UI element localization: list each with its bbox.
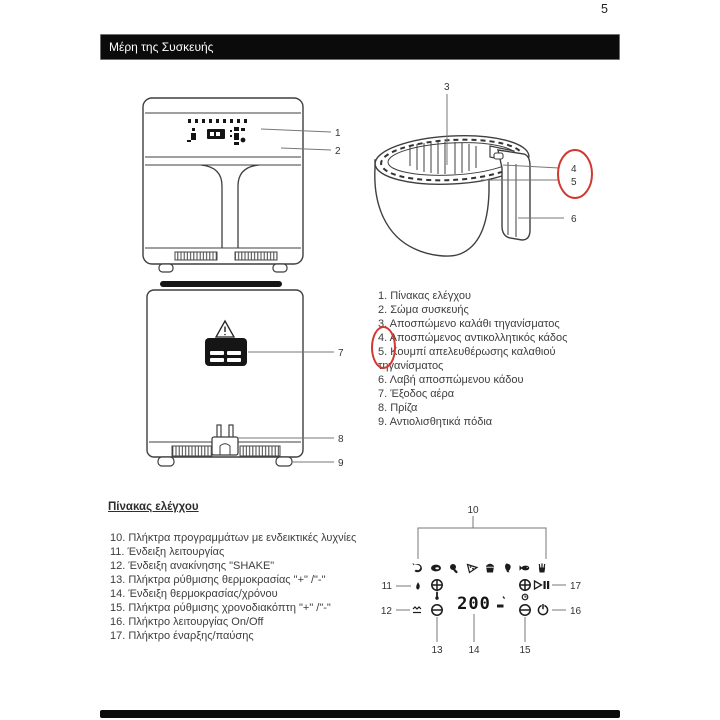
callout-13: 13 bbox=[431, 645, 443, 656]
timer-minus-button bbox=[520, 605, 530, 615]
section-title: Μέρη της Συσκευής bbox=[109, 40, 214, 54]
shake-indicator-icon bbox=[413, 607, 421, 613]
panel-list-item: 12. Ένδειξη ανακίνησης "SHAKE" bbox=[110, 560, 275, 572]
foot bbox=[159, 264, 173, 272]
parts-list bbox=[378, 289, 708, 429]
foot bbox=[158, 457, 174, 466]
shrimp-icon bbox=[413, 563, 422, 572]
callout-7: 7 bbox=[338, 348, 344, 359]
release-button bbox=[494, 153, 503, 159]
panel-list-item: 15. Πλήκτρα ρύθμισης χρονοδιακόπτη "+" /"-" bbox=[110, 602, 331, 614]
parts-list-item: 6. Λαβή αποσπώμενου κάδου bbox=[378, 374, 524, 386]
cake-icon bbox=[486, 564, 494, 573]
callout-2: 2 bbox=[335, 146, 341, 157]
parts-list-item: 1. Πίνακας ελέγχου bbox=[378, 290, 471, 302]
parts-list-item: 4. Αποσπώμενος αντικολλητικός κάδος bbox=[378, 332, 568, 344]
timer-plus-button bbox=[520, 580, 530, 590]
page-number: 5 bbox=[601, 2, 608, 16]
parts-list-item: 3. Αποσπώμενο καλάθι τηγανίσματος bbox=[378, 318, 560, 330]
basket-figure bbox=[360, 80, 600, 265]
footer-bar bbox=[100, 710, 620, 718]
back-view-figure bbox=[130, 278, 360, 473]
panel-list-item: 13. Πλήκτρα ρύθμισης θερμοκρασίας "+" /"-" bbox=[110, 574, 326, 586]
foot bbox=[273, 264, 287, 272]
callout-16: 16 bbox=[570, 606, 582, 617]
parts-list-item: 2. Σώμα συσκευής bbox=[378, 304, 469, 316]
degree-mark-icon bbox=[503, 597, 505, 599]
base-vent bbox=[172, 446, 212, 456]
callout-5: 5 bbox=[571, 177, 577, 188]
front-view-figure bbox=[135, 88, 350, 283]
panel-list-item: 17. Πλήκτρο έναρξης/παύσης bbox=[110, 630, 254, 642]
control-panel-heading: Πίνακας ελέγχου bbox=[108, 501, 199, 513]
minus-mark-icon bbox=[497, 605, 504, 608]
base-vent bbox=[240, 446, 280, 456]
parts-list-item: 9. Αντιολισθητικά πόδια bbox=[378, 416, 493, 428]
air-outlet-vent bbox=[205, 338, 247, 366]
callout-8: 8 bbox=[338, 434, 344, 445]
callout-11: 11 bbox=[381, 581, 392, 592]
callout-3: 3 bbox=[444, 82, 450, 93]
thermometer-icon bbox=[435, 592, 438, 599]
panel-list-item: 14. Ένδειξη θερμοκρασίας/χρόνου bbox=[110, 588, 278, 600]
section-header-bar bbox=[100, 34, 620, 60]
fish-icon bbox=[520, 565, 530, 570]
power-button bbox=[538, 604, 547, 615]
temperature-display: 200 bbox=[457, 594, 491, 614]
callout-6: 6 bbox=[571, 214, 577, 225]
panel-list-item: 11. Ένδειξη λειτουργίας bbox=[110, 546, 225, 558]
callout-15: 15 bbox=[519, 645, 531, 656]
start-pause-button bbox=[535, 581, 550, 589]
panel-list-item: 16. Πλήκτρο λειτουργίας On/Off bbox=[110, 616, 264, 628]
pizza-icon bbox=[468, 565, 478, 573]
callout-4: 4 bbox=[571, 164, 577, 175]
power-indicator-icon bbox=[416, 582, 420, 589]
callout-14: 14 bbox=[468, 645, 480, 656]
chicken-leg-icon bbox=[450, 564, 458, 574]
callout-12: 12 bbox=[380, 606, 392, 617]
foot bbox=[276, 457, 292, 466]
callout-9: 9 bbox=[338, 458, 344, 469]
temp-plus-button bbox=[432, 580, 442, 590]
temp-minus-button bbox=[432, 605, 442, 615]
base-vent bbox=[175, 252, 217, 260]
body-outline bbox=[147, 290, 303, 457]
callout-17: 17 bbox=[570, 581, 582, 592]
steak-icon bbox=[431, 565, 441, 572]
parts-list-item: 8. Πρίζα bbox=[378, 402, 418, 414]
clock-icon bbox=[522, 594, 528, 600]
base-vent bbox=[235, 252, 277, 260]
callout-1: 1 bbox=[335, 128, 341, 139]
panel-list-item: 10. Πλήκτρα προγραμμάτων με ενδεικτικές λυχνίες bbox=[110, 532, 357, 544]
drumstick-icon bbox=[505, 564, 511, 573]
callout-10: 10 bbox=[467, 505, 479, 516]
fries-icon bbox=[539, 563, 545, 572]
parts-list-item: 5. Κουμπί απελευθέρωσης καλαθιού bbox=[378, 346, 556, 358]
top-edge bbox=[160, 281, 282, 287]
red-circle-annotation bbox=[371, 326, 396, 369]
parts-list-item: 7. Έξοδος αέρα bbox=[378, 388, 455, 400]
control-panel-figure bbox=[370, 500, 620, 665]
parts-list-item: τηγανίσματος bbox=[378, 360, 444, 372]
